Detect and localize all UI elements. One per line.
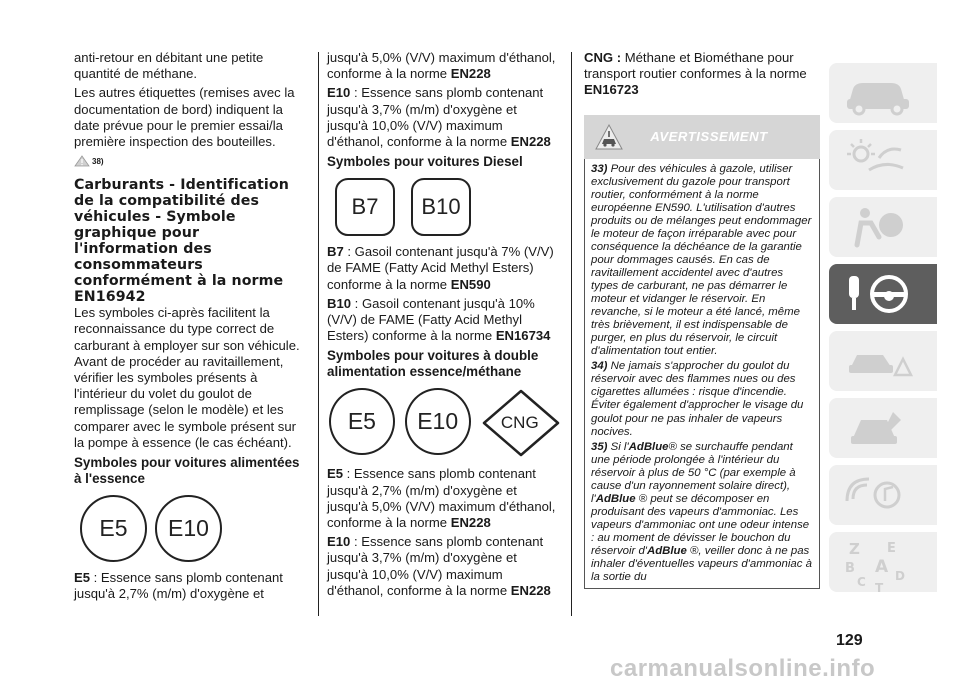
warning-35-text-d: ®, veiller donc à ne pas inhaler d'éventuelles vapeurs d'ammoniac à la sortie du	[591, 544, 812, 584]
tab-safety[interactable]	[829, 197, 937, 257]
warning-34-text: Ne jamais s'approcher du goulot du réservoir avec des flammes nues ou des cigarettes allumées : risque d'incendie. Éviter également d'approcher le visage du goulot pour ne pas inhaler de vapeurs nocives.	[591, 360, 804, 438]
car-warning-icon	[594, 123, 624, 151]
paragraph-e10	[327, 85, 559, 150]
paragraph-e5-dual	[327, 466, 559, 531]
fuel-badge-cng	[481, 388, 559, 458]
e10-dual-description: : Essence sans plomb contenant jusqu'à 3,7% (m/m) d'oxygène et jusqu'à 10,0% (V/V) maximum d'éthanol, conforme à la norme	[327, 534, 544, 598]
note-reference-number: 38)	[92, 156, 104, 166]
tab-multimedia[interactable]	[829, 465, 937, 525]
safety-airbag-icon	[839, 203, 919, 251]
subheading-diesel: Symboles pour voitures Diesel	[327, 154, 523, 170]
paragraph-b10	[327, 296, 559, 345]
warning-35-number: 35)	[591, 440, 608, 453]
note-reference	[74, 155, 104, 167]
column-1	[74, 50, 306, 605]
norm-en228-3: EN228	[450, 515, 491, 531]
fuel-badge-b7: B7	[335, 178, 395, 236]
tab-breakdown[interactable]	[829, 331, 937, 391]
e10-description: : Essence sans plomb contenant jusqu'à 3,7% (m/m) d'oxygène et jusqu'à 10,0% (V/V) maximum d'éthanol, conforme à la norme	[327, 85, 544, 150]
label-b10: B10	[327, 295, 352, 311]
b10-description: : Gasoil contenant jusqu'à 10% (V/V) de FAME (Fatty Acid Methyl Esters) conforme à la norme	[327, 295, 535, 344]
norm-en16734: EN16734	[495, 328, 551, 344]
section-heading-carburants: Carburants - Identification de la compatibilité des véhicules - Symbole graphique pour l'information des consommateurs conformément à la norme EN16942	[74, 177, 289, 306]
column-2	[327, 50, 559, 602]
tab-dashboard-lights[interactable]	[829, 130, 937, 190]
label-e5: E5	[74, 570, 91, 586]
dashboard-lights-icon	[839, 136, 919, 184]
label-e10: E10	[327, 85, 351, 101]
warning-35-text-a: Si l'	[607, 440, 629, 453]
paragraph-etiquettes: Les autres étiquettes (remises avec la documentation de bord) indiquent la date prévue pour le premier essai/la première inspection des bouteilles.	[74, 85, 295, 150]
warning-33	[591, 163, 813, 359]
index-letter-a: A	[875, 557, 889, 577]
tab-car-overview[interactable]	[829, 63, 937, 123]
label-b7: B7	[327, 244, 344, 260]
cng-label: CNG	[500, 413, 539, 433]
warning-triangle-icon	[74, 155, 90, 167]
warning-34	[591, 360, 813, 438]
fuel-badge-e5-dual: E5	[329, 388, 395, 455]
index-letters-icon	[839, 538, 919, 594]
tab-starting-driving[interactable]	[829, 264, 937, 324]
e5-continued-text: jusqu'à 5,0% (V/V) maximum d'éthanol, conforme à la norme	[327, 50, 556, 82]
index-letter-d: D	[895, 569, 905, 583]
subheading-essence: Symboles pour voitures alimentées à l'essence	[74, 455, 300, 487]
watermark: carmanualsonline.info	[610, 655, 876, 682]
index-letter-z: Z	[849, 540, 860, 558]
warning-35-text-c: ® peut se décomposer en produisant des vapeurs d'ammoniac. Les vapeurs d'ammoniac ont une odeur intense : au moment de dévisser le bouchon du réservoir d'	[591, 492, 810, 557]
cng-description: Méthane et Biométhane pour transport routier conformes à la norme	[584, 50, 807, 82]
fuel-badge-b10: B10	[411, 178, 471, 236]
page-number: 129	[836, 632, 863, 649]
paragraph-e5-start	[74, 570, 306, 602]
warning-box	[584, 159, 820, 590]
paragraph-e10-dual	[327, 534, 559, 599]
index-letter-t: T	[875, 581, 884, 594]
label-e10-dual: E10	[327, 534, 351, 550]
b7-description: : Gasoil contenant jusqu'à 7% (V/V) de FAME (Fatty Acid Methyl Esters) conforme à la norme	[327, 244, 554, 292]
adblue-brand-2: AdBlue	[595, 492, 636, 505]
tab-index[interactable]	[829, 532, 937, 592]
adblue-brand-3: AdBlue	[646, 544, 687, 557]
e5-dual-description: : Essence sans plomb contenant jusqu'à 2,7% (m/m) d'oxygène et jusqu'à 5,0% (V/V) maximum d'éthanol, conforme à la norme	[327, 466, 556, 531]
diesel-badge-row	[335, 178, 559, 236]
warning-35-text-b: ® se surchauffe pendant une période prolongée à l'intérieur du réservoir à plus de 50 °C (par exemple à cause d'un rayonnement solaire direct), l'	[591, 440, 796, 505]
fuel-badge-e5: E5	[80, 495, 147, 562]
dual-badge-row	[329, 388, 559, 458]
norm-en228-4: EN228	[510, 582, 551, 598]
index-letter-e: E	[887, 541, 896, 556]
warning-35	[591, 441, 813, 585]
tab-maintenance[interactable]	[829, 398, 937, 458]
warning-34-number: 34)	[591, 360, 608, 373]
index-letter-b: B	[845, 561, 855, 576]
fuel-badge-e10-dual: E10	[405, 388, 471, 455]
fuel-badge-e10: E10	[155, 495, 222, 562]
paragraph-cng	[584, 50, 820, 99]
column-divider-1	[318, 52, 319, 616]
car-overview-icon	[839, 69, 919, 117]
adblue-brand-1: AdBlue	[628, 440, 669, 453]
label-cng: CNG :	[584, 50, 622, 65]
warning-header	[584, 115, 820, 159]
chapter-sidebar	[829, 63, 937, 599]
petrol-badge-row	[80, 495, 306, 562]
norm-en228-2: EN228	[510, 134, 551, 150]
e5-description: : Essence sans plomb contenant jusqu'à 2,7% (m/m) d'oxygène et	[74, 570, 283, 602]
multimedia-icon	[839, 471, 919, 519]
key-steering-wheel-icon	[839, 270, 919, 318]
norm-en228-1: EN228	[450, 66, 491, 82]
paragraph-b7	[327, 244, 559, 293]
maintenance-icon	[839, 404, 919, 452]
warning-33-number: 33)	[591, 162, 608, 175]
warning-33-text: Pour des véhicules à gazole, utiliser exclusivement du gazole pour transport routier, conformément à la norme européenne EN590. L'utilisation d'autres produits ou de mélanges peut endommager le moteur de façon irréparable avec pour conséquence la déchéance de la garantie pour dommages causés. En cas de ravitaillement accidentel avec d'autres types de carburant, ne pas démarrer le moteur et vidanger le réservoir. En revanche, si le moteur a été lancé, même très brièvement, il est indispensable de purger, en plus du réservoir, le circuit d'alimentation tout entier.	[591, 162, 812, 358]
warning-title: AVERTISSEMENT	[650, 129, 768, 145]
subheading-dual: Symboles pour voitures à double alimentation essence/méthane	[327, 348, 539, 380]
index-letter-c: C	[857, 575, 866, 589]
breakdown-warning-icon	[839, 337, 919, 385]
label-e5-dual: E5	[327, 466, 344, 482]
paragraph-symboles-intro: Les symboles ci-après facilitent la reconnaissance du type correct de carburant à employer sur son véhicule. Avant de procéder au ravitaillement, vérifier les symboles présents à l'intérieur du volet du goulot de remplissage (selon le modèle) et les comparer avec le symbole présent sur la pompe à essence (le cas échéant).	[74, 305, 300, 450]
paragraph-e5-continued	[327, 50, 559, 82]
norm-en590: EN590	[450, 276, 491, 292]
column-divider-2	[571, 52, 572, 616]
paragraph-antiretour: anti-retour en débitant une petite quantité de méthane.	[74, 50, 264, 82]
norm-en16723: EN16723	[584, 82, 639, 98]
column-3	[584, 50, 820, 589]
